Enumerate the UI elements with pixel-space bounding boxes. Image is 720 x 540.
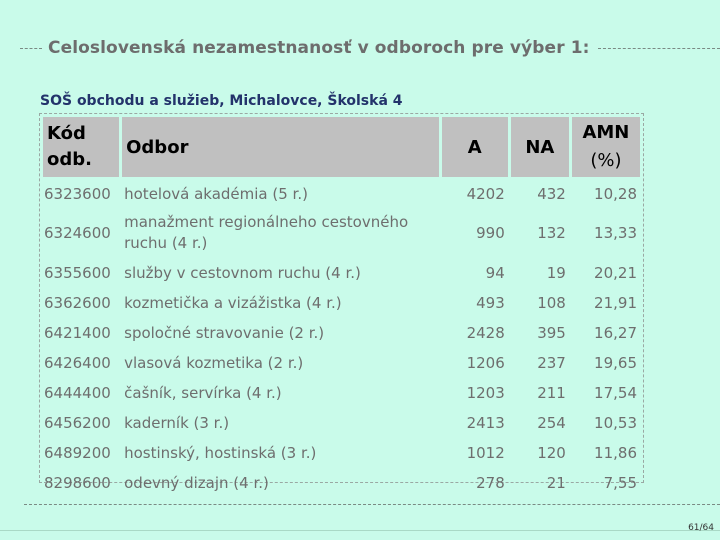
cell-field: spoločné stravovanie (2 r.) bbox=[124, 323, 325, 342]
cell-a: 1012 bbox=[466, 443, 505, 462]
table-row bbox=[43, 180, 640, 207]
title-row bbox=[20, 36, 720, 60]
header-na: NA bbox=[511, 117, 569, 177]
table-row bbox=[43, 379, 640, 406]
header-a: A bbox=[442, 117, 508, 177]
cell-field: manažment regionálneho cestovného ruchu (4 r.) bbox=[124, 213, 409, 252]
bottom-divider bbox=[24, 504, 720, 505]
cell-a: 2428 bbox=[466, 323, 505, 342]
cell-na: 21 bbox=[546, 473, 566, 492]
table-row bbox=[43, 349, 640, 376]
cell-field: hotelová akadémia (5 r.) bbox=[124, 184, 308, 203]
cell-a: 493 bbox=[476, 293, 505, 312]
cell-field: kozmetička a vizážistka (4 r.) bbox=[124, 293, 342, 312]
cell-na: 432 bbox=[537, 184, 566, 203]
table-header-row bbox=[43, 117, 640, 177]
cell-amn: 19,65 bbox=[594, 353, 637, 372]
header-code bbox=[43, 117, 119, 177]
cell-field: hostinský, hostinská (3 r.) bbox=[124, 443, 317, 462]
cell-code: 6421400 bbox=[44, 323, 111, 342]
cell-na: 254 bbox=[537, 413, 566, 432]
cell-a: 1206 bbox=[466, 353, 505, 372]
cell-a: 1203 bbox=[466, 383, 505, 402]
cell-field: služby v cestovnom ruchu (4 r.) bbox=[124, 263, 361, 282]
table-row bbox=[43, 439, 640, 466]
title-dash-right bbox=[598, 48, 720, 49]
slide-title: Celoslovenská nezamestnanosť v odboroch pre výber 1: bbox=[48, 38, 590, 58]
cell-code: 6444400 bbox=[44, 383, 111, 402]
cell-field: odevný dizajn (4 r.) bbox=[124, 473, 269, 492]
cell-field: kaderník (3 r.) bbox=[124, 413, 230, 432]
cell-code: 8298600 bbox=[44, 473, 111, 492]
cell-code: 6355600 bbox=[44, 263, 111, 282]
cell-field: vlasová kozmetika (2 r.) bbox=[124, 353, 304, 372]
cell-code: 6323600 bbox=[44, 184, 111, 203]
header-code-line2: odb. bbox=[47, 149, 92, 170]
table-row bbox=[43, 319, 640, 346]
cell-amn: 20,21 bbox=[594, 263, 637, 282]
table-row bbox=[43, 289, 640, 316]
cell-na: 19 bbox=[546, 263, 566, 282]
cell-na: 120 bbox=[537, 443, 566, 462]
cell-na: 211 bbox=[537, 383, 566, 402]
header-code-line1: Kód bbox=[47, 123, 86, 144]
footer-line bbox=[0, 530, 720, 531]
cell-amn: 10,28 bbox=[594, 184, 637, 203]
cell-na: 237 bbox=[537, 353, 566, 372]
cell-a: 990 bbox=[476, 224, 505, 242]
unemployment-table-frame bbox=[39, 113, 644, 492]
cell-amn: 16,27 bbox=[594, 323, 637, 342]
table-row bbox=[43, 469, 640, 496]
cell-field: čašník, servírka (4 r.) bbox=[124, 383, 282, 402]
school-name: SOŠ obchodu a služieb, Michalovce, Školská 4 bbox=[40, 93, 403, 109]
cell-amn: 17,54 bbox=[594, 383, 637, 402]
title-dash-left bbox=[20, 48, 42, 49]
cell-amn: 7,55 bbox=[603, 473, 637, 492]
page-number: 61/64 bbox=[688, 523, 714, 533]
cell-code: 6324600 bbox=[44, 224, 111, 242]
table-row bbox=[43, 210, 640, 256]
cell-code: 6362600 bbox=[44, 293, 111, 312]
table-row bbox=[43, 409, 640, 436]
cell-na: 108 bbox=[537, 293, 566, 312]
cell-amn: 10,53 bbox=[594, 413, 637, 432]
table-row bbox=[43, 259, 640, 286]
header-amn bbox=[572, 117, 640, 177]
cell-a: 4202 bbox=[466, 184, 505, 203]
unemployment-table bbox=[40, 114, 643, 499]
header-amn-line1: AMN bbox=[582, 122, 630, 143]
cell-a: 278 bbox=[476, 473, 505, 492]
cell-code: 6456200 bbox=[44, 413, 111, 432]
cell-na: 395 bbox=[537, 323, 566, 342]
cell-a: 94 bbox=[485, 263, 505, 282]
header-amn-line2: (%) bbox=[590, 150, 622, 171]
cell-a: 2413 bbox=[466, 413, 505, 432]
cell-amn: 11,86 bbox=[594, 443, 637, 462]
cell-code: 6426400 bbox=[44, 353, 111, 372]
cell-amn: 13,33 bbox=[594, 224, 637, 242]
cell-code: 6489200 bbox=[44, 443, 111, 462]
header-field: Odbor bbox=[122, 117, 439, 177]
cell-amn: 21,91 bbox=[594, 293, 637, 312]
cell-na: 132 bbox=[537, 224, 566, 242]
